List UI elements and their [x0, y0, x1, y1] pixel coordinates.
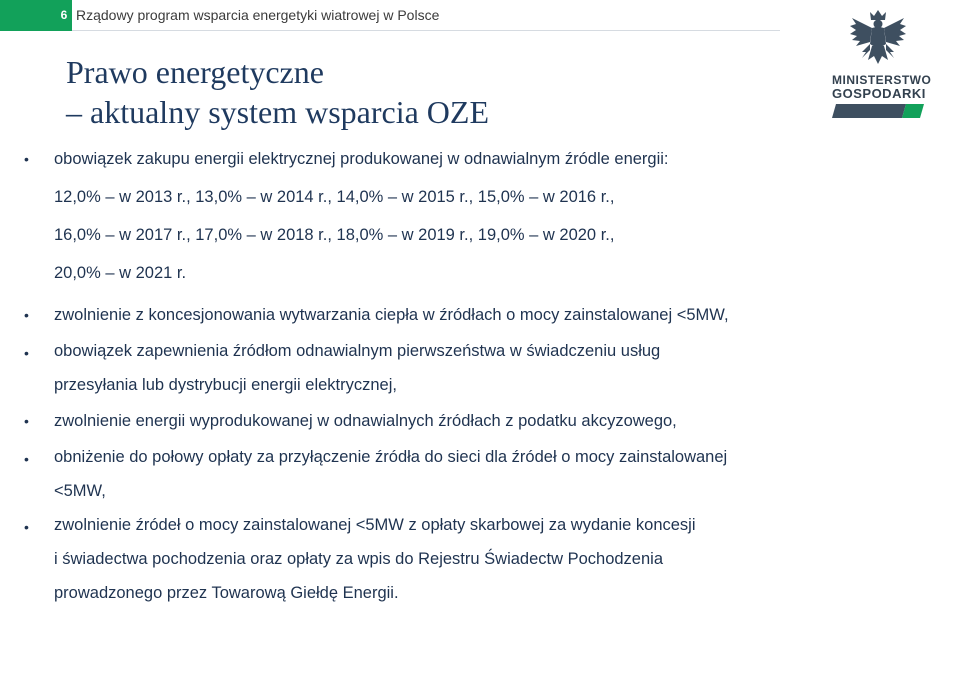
bullet-line: <5MW,: [54, 482, 106, 500]
bullet-line: i świadectwa pochodzenia oraz opłaty za wpis do Rejestru Świadectw Pochodzenia: [54, 550, 664, 568]
header-divider: [72, 30, 780, 31]
logo-text-gospodarki: GOSPODARKI: [832, 86, 926, 101]
slide-title: [66, 52, 489, 132]
eagle-emblem-icon: [848, 8, 908, 72]
bullet-excise-exemption: [24, 402, 844, 440]
logo-text-ministerstwo: MINISTERSTWO: [832, 73, 932, 87]
bullet-line: 12,0% – w 2013 r., 13,0% – w 2014 r., 14,0% – w 2015 r., 15,0% – w 2016 r.,: [54, 188, 615, 206]
header-accent-bar: [0, 0, 58, 31]
bullet-list: [24, 140, 844, 610]
bullet-line: • obowiązek zakupu energii elektrycznej produkowanej w odnawialnym źródle energii:: [54, 150, 669, 168]
bullet-connection-fee: [24, 440, 844, 508]
slide-title-line-2: – aktualny system wsparcia OZE: [66, 94, 489, 130]
bullet-line: przesyłania lub dystrybucji energii elektrycznej,: [54, 376, 397, 394]
bullet-purchase-obligation: [24, 140, 844, 292]
page-number: 6: [56, 0, 72, 31]
ministry-logo: [832, 8, 932, 120]
bullet-line: • zwolnienie energii wyprodukowanej w odnawialnych źródłach z podatku akcyzowego,: [54, 412, 677, 430]
bullet-line: • zwolnienie z koncesjonowania wytwarzania ciepła w źródłach o mocy zainstalowanej <5MW,: [54, 306, 729, 324]
bullet-line: • zwolnienie źródeł o mocy zainstalowanej <5MW z opłaty skarbowej za wydanie koncesji: [54, 516, 696, 534]
bullet-line: 20,0% – w 2021 r.: [54, 264, 187, 282]
bullet-line: prowadzonego przez Towarową Giełdę Energii.: [54, 584, 399, 602]
slide-header: [0, 0, 780, 32]
bullet-licensing-exemption: [24, 296, 844, 334]
bullet-transmission-priority: [24, 334, 844, 402]
bullet-line: • obowiązek zapewnienia źródłom odnawialnym pierwszeństwa w świadczeniu usług: [54, 342, 661, 360]
bullet-line: 16,0% – w 2017 r., 17,0% – w 2018 r., 18,0% – w 2019 r., 19,0% – w 2020 r.,: [54, 226, 615, 244]
bullet-line: • obniżenie do połowy opłaty za przyłączenie źródła do sieci dla źródeł o mocy zainstalowanej: [54, 448, 728, 466]
logo-stripe-icon: [832, 104, 924, 118]
slide-title-line-1: Prawo energetyczne: [66, 54, 324, 90]
program-title: Rządowy program wsparcia energetyki wiatrowej w Polsce: [76, 7, 440, 23]
bullet-stamp-duty-exemption: [24, 508, 844, 610]
